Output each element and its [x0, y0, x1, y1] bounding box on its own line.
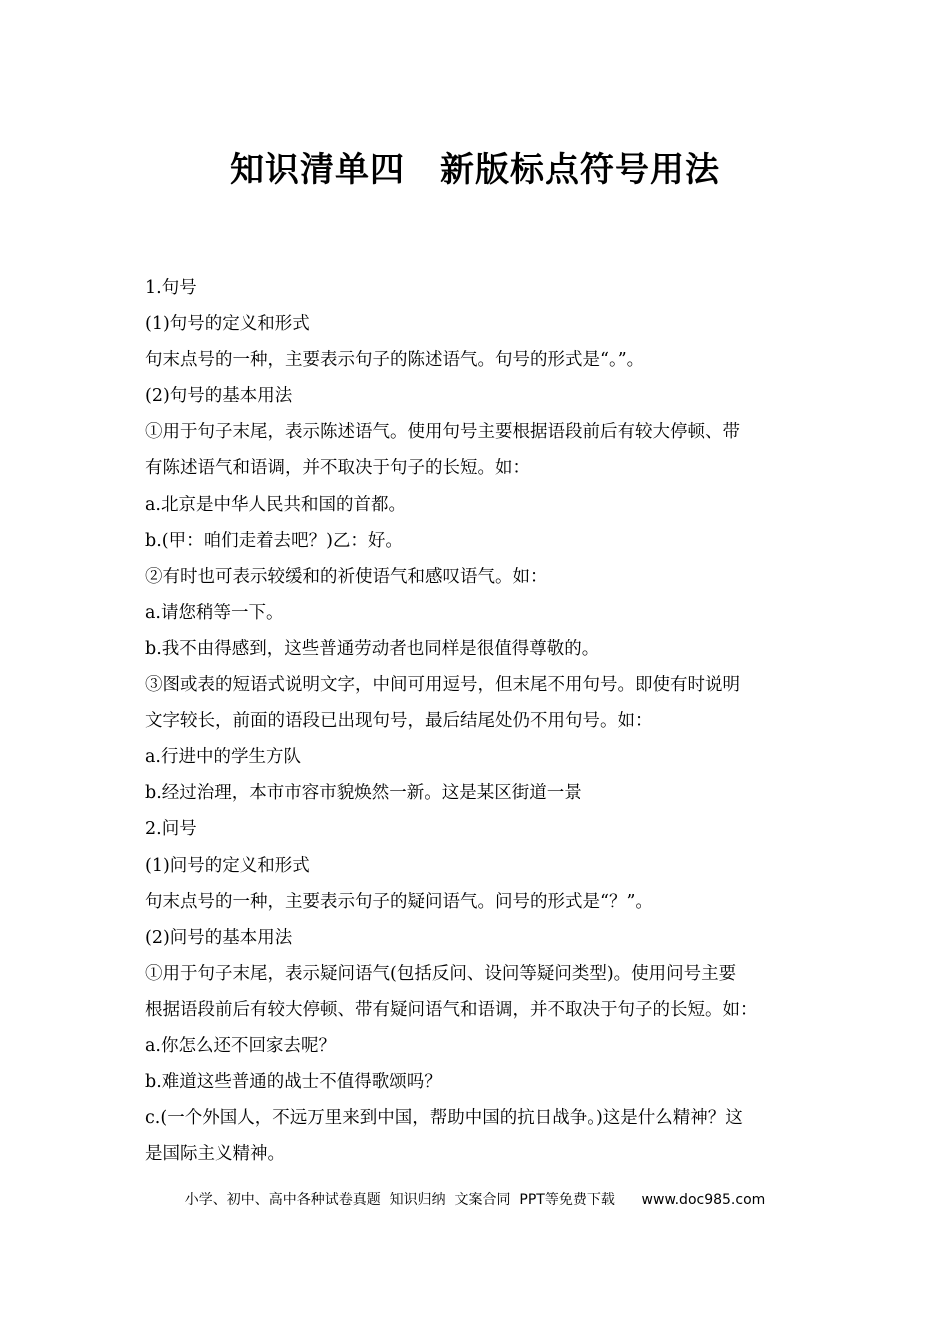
example-line: 是国际主义精神。 [145, 1144, 285, 1165]
example-line: b.难道这些普通的战士不值得歌颂吗？ [145, 1072, 442, 1093]
subsection-heading: (1)问号的定义和形式 [145, 855, 310, 876]
paragraph-line: ①用于句子末尾，表示疑问语气(包括反问、设问等疑问类型)。使用问号主要 [145, 963, 737, 984]
example-line: b.我不由得感到，这些普通劳动者也同样是很值得尊敬的。 [145, 638, 600, 659]
example-line: a.行进中的学生方队 [145, 747, 301, 768]
example-line: a.请您稍等一下。 [145, 602, 284, 623]
page-footer: 小学、初中、高中各种试卷真题 知识归纳 文案合同 PPT等免费下载 www.doc985.com [184, 1192, 766, 1208]
paragraph-line: ③图或表的短语式说明文字，中间可用逗号，但末尾不用句号。即使有时说明 [145, 675, 740, 696]
section-heading: 2.问号 [145, 819, 197, 840]
example-line: b.经过治理，本市市容市貌焕然一新。这是某区街道一景 [145, 783, 582, 804]
paragraph-line: 有陈述语气和语调，并不取决于句子的长短。如： [145, 458, 530, 479]
example-line: c.(一个外国人，不远万里来到中国，帮助中国的抗日战争。)这是什么精神？这 [145, 1108, 743, 1129]
page-title: 知识清单四 新版标点符号用法 [230, 150, 720, 190]
paragraph-line: 句末点号的一种，主要表示句子的疑问语气。问号的形式是“？”。 [145, 891, 653, 912]
paragraph-line: 句末点号的一种，主要表示句子的陈述语气。句号的形式是“。”。 [145, 350, 645, 371]
subsection-heading: (1)句号的定义和形式 [145, 314, 310, 335]
paragraph-line: 文字较长，前面的语段已出现句号，最后结尾处仍不用句号。如： [145, 711, 653, 732]
example-line: b.(甲：咱们走着去吧？)乙：好。 [145, 530, 403, 551]
example-line: a.北京是中华人民共和国的首都。 [145, 494, 406, 515]
paragraph-line: ①用于句子末尾，表示陈述语气。使用句号主要根据语段前后有较大停顿、带 [145, 422, 740, 443]
paragraph-line: 根据语段前后有较大停顿、带有疑问语气和语调，并不取决于句子的长短。如： [145, 999, 758, 1020]
example-line: a.你怎么还不回家去呢？ [145, 1035, 336, 1056]
subsection-heading: (2)句号的基本用法 [145, 386, 293, 407]
subsection-heading: (2)问号的基本用法 [145, 927, 293, 948]
section-heading: 1.句号 [145, 278, 197, 298]
document-body [145, 270, 815, 1172]
paragraph-line: ②有时也可表示较缓和的祈使语气和感叹语气。如： [145, 566, 548, 587]
